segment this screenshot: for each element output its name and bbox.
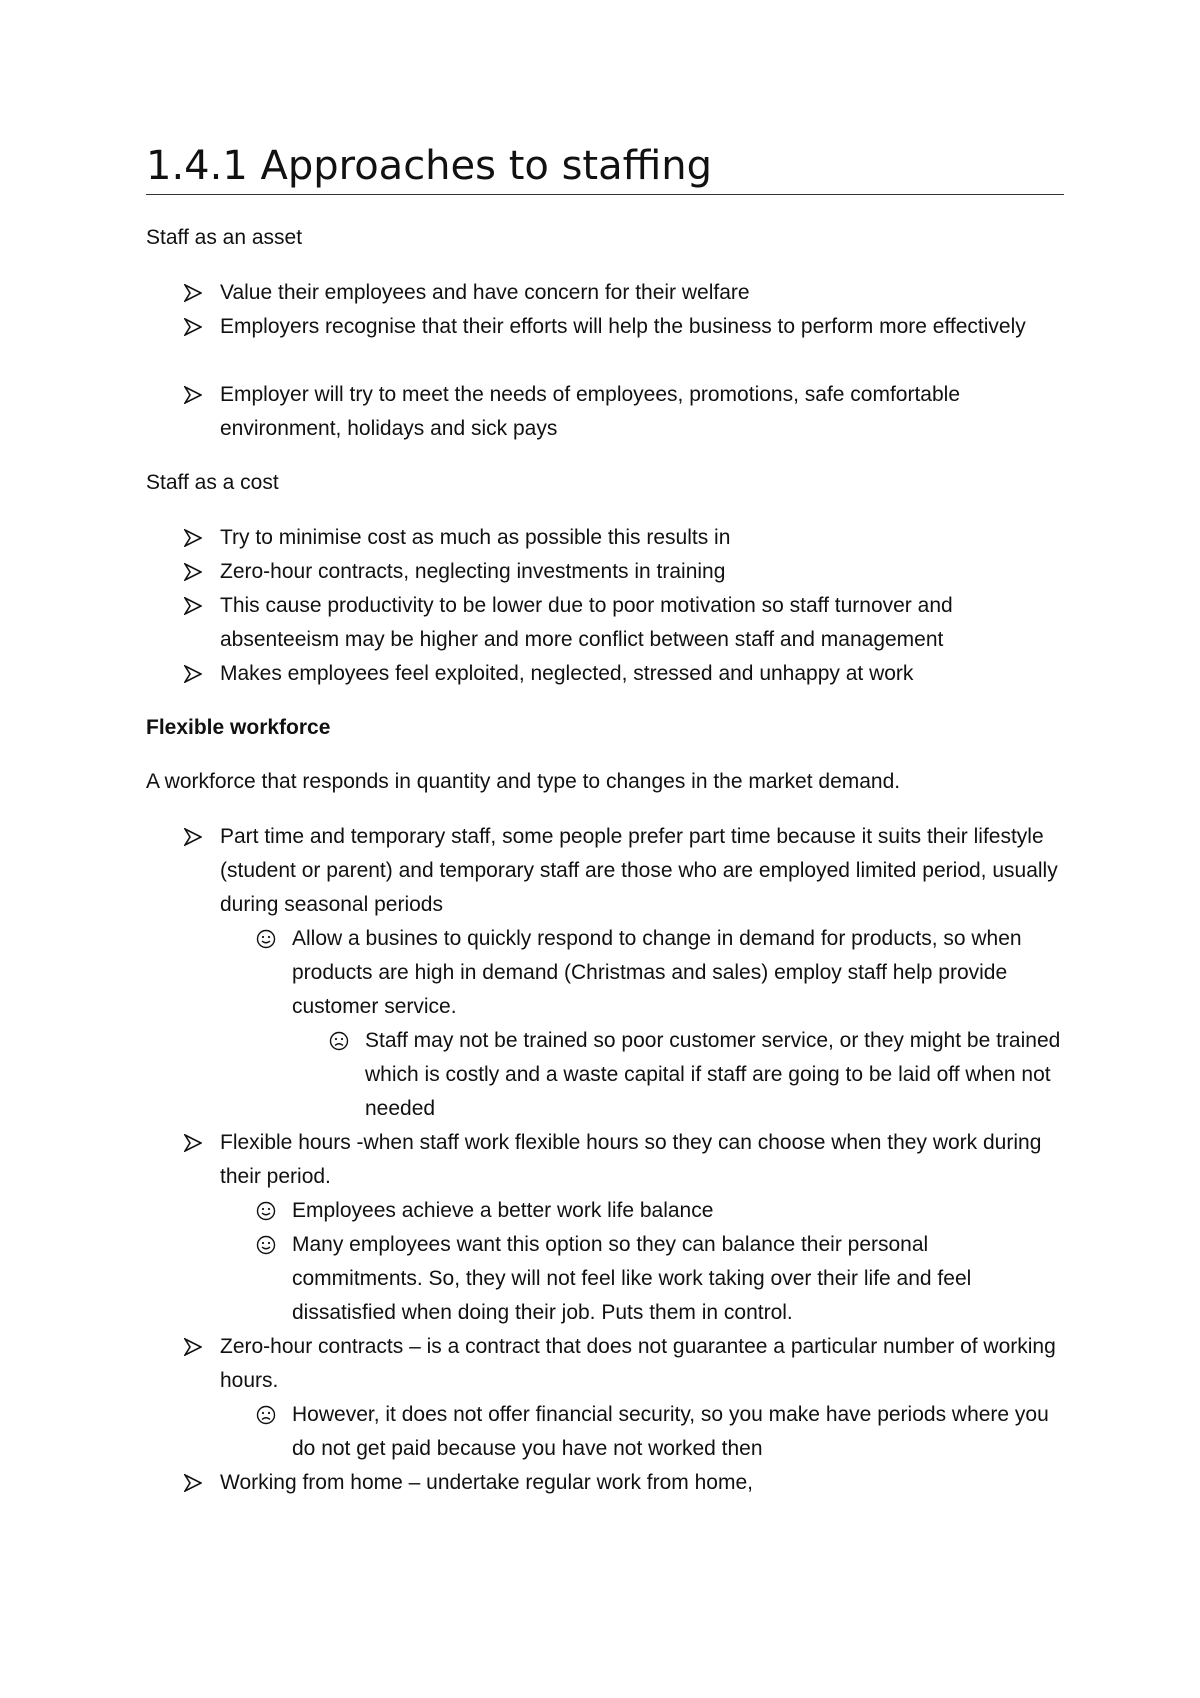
list-item-text: Working from home – undertake regular work from home, xyxy=(220,1471,753,1494)
sad-face-icon xyxy=(329,1024,349,1051)
smiley-face-icon xyxy=(256,1228,276,1255)
list-item xyxy=(220,555,1060,589)
list-item xyxy=(292,922,1062,1024)
list-item xyxy=(292,1398,1062,1466)
arrow-bullet-icon xyxy=(184,589,202,615)
list-item xyxy=(220,1466,1060,1500)
arrow-bullet-icon xyxy=(184,521,202,547)
list-item xyxy=(220,657,1060,691)
list-item-text: Employees achieve a better work life balance xyxy=(292,1199,714,1222)
list-item xyxy=(365,1024,1065,1126)
section-heading-cost: Staff as a cost xyxy=(146,471,279,494)
list-item xyxy=(220,521,1060,555)
list-item xyxy=(220,276,1060,310)
list-item-text: Value their employees and have concern for their welfare xyxy=(220,281,750,304)
list-item xyxy=(220,378,1060,446)
arrow-bullet-icon xyxy=(184,1330,202,1356)
list-item-text: Part time and temporary staff, some people prefer part time because it suits their lifestyle (student or parent) and temporary staff are those who are employed limited period, usually during seasonal periods xyxy=(220,825,1058,916)
arrow-bullet-icon xyxy=(184,1126,202,1152)
list-item-text: Employer will try to meet the needs of employees, promotions, safe comfortable environment, holidays and sick pays xyxy=(220,383,961,440)
list-item-text: Makes employees feel exploited, neglected, stressed and unhappy at work xyxy=(220,662,914,685)
arrow-bullet-icon xyxy=(184,820,202,846)
list-item-text: Staff may not be trained so poor customer service, or they might be trained which is costly and a waste capital if staff are going to be laid off when not needed xyxy=(365,1029,1061,1120)
section-heading-asset: Staff as an asset xyxy=(146,226,303,249)
list-item-text: This cause productivity to be lower due to poor motivation so staff turnover and absenteeism may be higher and more conflict between staff and management xyxy=(220,594,953,651)
arrow-bullet-icon xyxy=(184,276,202,302)
arrow-bullet-icon xyxy=(184,310,202,336)
list-item-text: Allow a busines to quickly respond to change in demand for products, so when products are high in demand (Christmas and sales) employ staff help provide customer service. xyxy=(292,927,1022,1018)
arrow-bullet-icon xyxy=(184,657,202,683)
list-item xyxy=(292,1228,1062,1330)
smiley-face-icon xyxy=(256,922,276,949)
arrow-bullet-icon xyxy=(184,378,202,404)
list-item-text: Many employees want this option so they can balance their personal commitments. So, they will not feel like work taking over their life and feel dissatisfied when doing their job. Puts them in control. xyxy=(292,1233,972,1324)
smiley-face-icon xyxy=(256,1194,276,1221)
section-heading-flexible: Flexible workforce xyxy=(146,716,331,739)
list-item-text: Employers recognise that their efforts will help the business to perform more effectively xyxy=(220,315,1026,338)
list-item-text: Zero-hour contracts – is a contract that does not guarantee a particular number of working hours. xyxy=(220,1335,1056,1392)
list-item xyxy=(220,310,1060,344)
list-item-text: Try to minimise cost as much as possible this results in xyxy=(220,526,731,549)
list-item-text: Zero-hour contracts, neglecting investments in training xyxy=(220,560,726,583)
list-item-text: Flexible hours -when staff work flexible hours so they can choose when they work during their period. xyxy=(220,1131,1042,1188)
list-item xyxy=(220,1330,1060,1398)
arrow-bullet-icon xyxy=(184,555,202,581)
arrow-bullet-icon xyxy=(184,1466,202,1492)
list-item-text: However, it does not offer financial security, so you make have periods where you do not get paid because you have not worked then xyxy=(292,1403,1049,1460)
list-item xyxy=(220,820,1060,922)
page-title: 1.4.1 Approaches to staffing xyxy=(146,138,1064,195)
list-item xyxy=(220,1126,1060,1194)
definition-text: A workforce that responds in quantity and type to changes in the market demand. xyxy=(146,770,901,793)
list-item xyxy=(220,589,1060,657)
sad-face-icon xyxy=(256,1398,276,1425)
list-item xyxy=(292,1194,1062,1228)
